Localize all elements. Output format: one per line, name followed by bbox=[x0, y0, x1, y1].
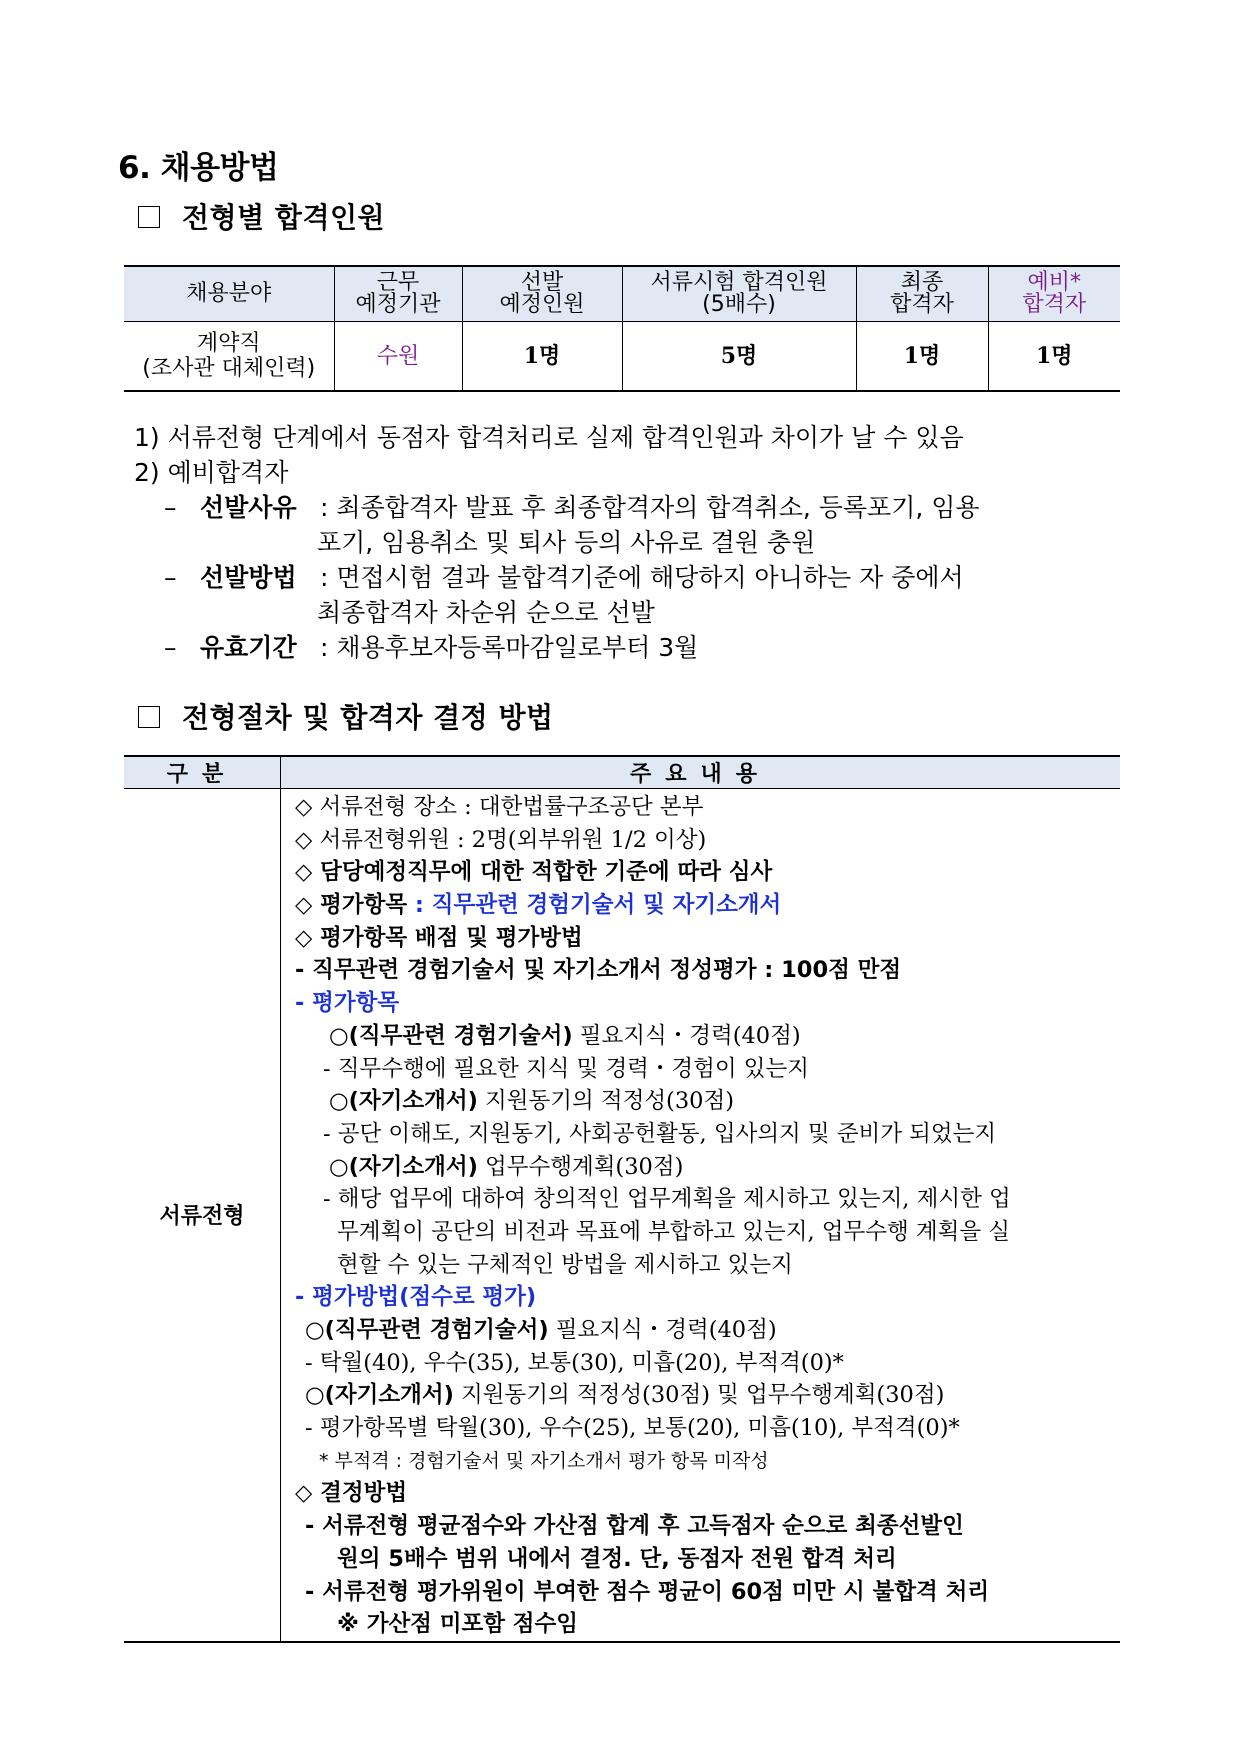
footnote: * 부적격 : 경험기술서 및 자기소개서 평가 항목 미작성 bbox=[319, 1449, 769, 1472]
list-item: - 해당 업무에 대하여 창의적인 업무계획을 제시하고 있는지, 제시한 업 bbox=[323, 1186, 1011, 1213]
cell-final: 1명 bbox=[856, 322, 988, 392]
table-row bbox=[124, 789, 1120, 1642]
note-2: 2) 예비합격자 bbox=[134, 458, 289, 487]
table-header-row bbox=[124, 266, 1120, 322]
list-item: - 탁월(40), 우수(35), 보통(30), 미흡(20), 부적격(0)* bbox=[305, 1349, 844, 1376]
header-category: 구분 bbox=[124, 756, 281, 789]
list-item: - 평가항목 bbox=[295, 990, 400, 1017]
section-title: 6. 채용방법 bbox=[118, 150, 279, 186]
subsection-title: 전형별 합격인원 bbox=[182, 201, 386, 234]
table-header-row bbox=[124, 756, 1120, 789]
procedure-table bbox=[124, 755, 1120, 1643]
note-reason-cont: 포기, 임용취소 및 퇴사 등의 사유로 결원 충원 bbox=[317, 528, 816, 557]
header-planned: 선발 예정인원 bbox=[462, 266, 622, 322]
list-item: 무계획이 공단의 비전과 목표에 부합하고 있는지, 업무수행 계획을 실 bbox=[337, 1218, 1010, 1245]
header-final: 최종 합격자 bbox=[856, 266, 988, 322]
note-period: – 유효기간 : 채용후보자등록마감일로부터 3월 bbox=[164, 633, 699, 662]
checkbox-square-icon bbox=[138, 706, 160, 728]
note-reason: – 선발사유 : 최종합격자 발표 후 최종합격자의 합격취소, 등록포기, 임용 bbox=[164, 493, 980, 522]
subsection-heading-pass-count bbox=[138, 196, 385, 236]
cell-planned: 1명 bbox=[462, 322, 622, 392]
cell-field: 계약직 (조사관 대체인력) bbox=[124, 322, 334, 392]
list-item: ◇ 평가항목 : 직무관련 경험기술서 및 자기소개서 bbox=[295, 892, 782, 919]
checkbox-square-icon bbox=[138, 206, 160, 228]
subsection-heading-procedure bbox=[138, 696, 554, 736]
list-item: ◇ 결정방법 bbox=[295, 1480, 408, 1507]
list-item: ※ 가산점 미포함 점수임 bbox=[337, 1611, 578, 1638]
header-doc-pass: 서류시험 합격인원 (5배수) bbox=[622, 266, 856, 322]
list-item: - 평가방법(점수로 평가) bbox=[295, 1284, 537, 1311]
cell-institution: 수원 bbox=[334, 322, 462, 392]
list-item: - 직무관련 경험기술서 및 자기소개서 정성평가 : 100점 만점 bbox=[295, 957, 902, 984]
header-content: 주요내용 bbox=[281, 756, 1121, 789]
list-item: - 직무수행에 필요한 지식 및 경력・경험이 있는지 bbox=[323, 1055, 809, 1082]
list-item: ◇ 서류전형 장소 : 대한법률구조공단 본부 bbox=[295, 794, 704, 820]
header-reserve: 예비* 합격자 bbox=[988, 266, 1120, 322]
content-cell bbox=[281, 789, 1121, 1642]
list-item: - 공단 이해도, 지원동기, 사회공헌활동, 입사의지 및 준비가 되었는지 bbox=[323, 1120, 997, 1147]
list-item: ○(직무관련 경험기술서) 필요지식・경력(40점) bbox=[329, 1022, 801, 1049]
list-item: - 서류전형 평가위원이 부여한 점수 평균이 60점 미만 시 불합격 처리 bbox=[305, 1578, 990, 1605]
list-item: 원의 5배수 범위 내에서 결정. 단, 동점자 전원 합격 처리 bbox=[337, 1545, 897, 1572]
header-field: 채용분야 bbox=[124, 266, 334, 322]
list-item: 현할 수 있는 구체적인 방법을 제시하고 있는지 bbox=[337, 1251, 793, 1278]
list-item: ◇ 서류전형위원 : 2명(외부위원 1/2 이상) bbox=[295, 826, 707, 853]
note-method-cont: 최종합격자 차순위 순으로 선발 bbox=[317, 598, 655, 627]
list-item: - 평가항목별 탁월(30), 우수(25), 보통(20), 미흡(10), 부적격(0)* bbox=[305, 1415, 960, 1442]
list-item: ◇ 담당예정직무에 대한 적합한 기준에 따라 심사 bbox=[295, 859, 773, 886]
cell-doc-pass: 5명 bbox=[622, 322, 856, 392]
header-institution: 근무 예정기관 bbox=[334, 266, 462, 322]
list-item: - 서류전형 평균점수와 가산점 합계 후 고득점자 순으로 최종선발인 bbox=[305, 1513, 964, 1540]
note-method: – 선발방법 : 면접시험 결과 불합격기준에 해당하지 아니하는 자 중에서 bbox=[164, 563, 964, 592]
list-item: ○(자기소개서) 지원동기의 적정성(30점) bbox=[329, 1088, 734, 1115]
list-item: ○(직무관련 경험기술서) 필요지식・경력(40점) bbox=[305, 1317, 777, 1343]
list-item: ○(자기소개서) 업무수행계획(30점) bbox=[329, 1153, 684, 1180]
category-cell: 서류전형 bbox=[124, 789, 281, 1642]
subsection-title: 전형절차 및 합격자 결정 방법 bbox=[182, 701, 554, 734]
pass-count-table bbox=[124, 265, 1120, 392]
list-item: ◇ 평가항목 배점 및 평가방법 bbox=[295, 924, 583, 951]
notes-block bbox=[134, 420, 1124, 665]
table-row bbox=[124, 322, 1120, 392]
cell-reserve: 1명 bbox=[988, 322, 1120, 392]
list-item: ○(자기소개서) 지원동기의 적정성(30점) 및 업무수행계획(30점) bbox=[305, 1382, 945, 1409]
note-1: 1) 서류전형 단계에서 동점자 합격처리로 실제 합격인원과 차이가 날 수 있음 bbox=[134, 423, 964, 452]
